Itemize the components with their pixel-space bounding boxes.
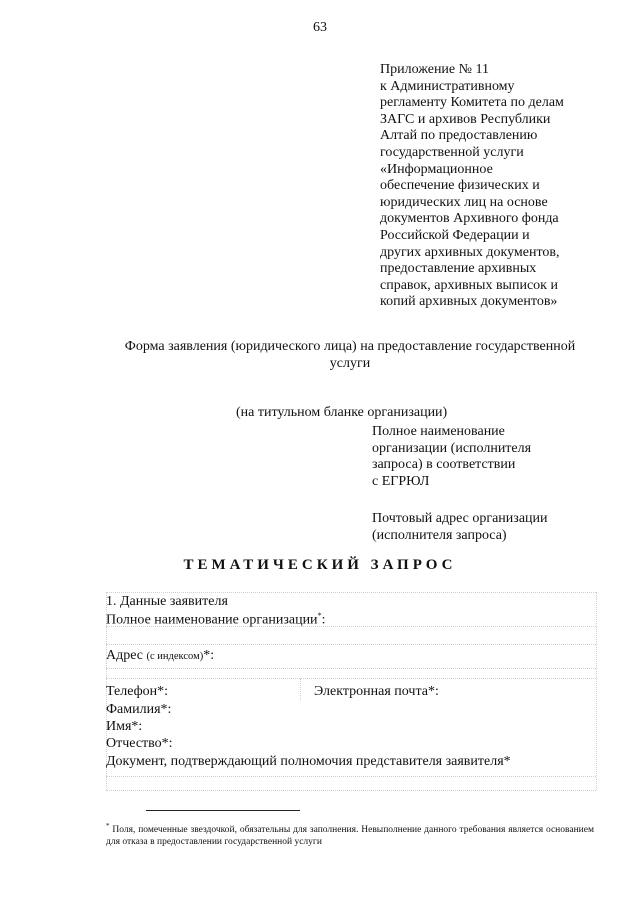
appendix-block [380, 62, 610, 311]
org-name-line: запроса) в соответствии [372, 457, 516, 473]
appendix-line: Приложение № 11 [380, 62, 489, 77]
address-required: *: [203, 648, 215, 663]
colon: : [321, 612, 326, 628]
org-name-line: с ЕГРЮЛ [372, 473, 430, 489]
appendix-line: Алтай по предоставлению [380, 128, 538, 144]
footnote-divider [146, 810, 300, 811]
org-name-label: Полное наименование организации [106, 612, 318, 628]
letterhead-note: (на титульном бланке организации) [236, 405, 448, 420]
form-title-line: услуги [329, 356, 371, 371]
org-name-field[interactable] [106, 611, 325, 629]
address-field[interactable] [106, 648, 214, 664]
grid-line [300, 678, 301, 700]
postal-address-block [372, 511, 548, 544]
grid-line [106, 678, 596, 680]
main-heading: ТЕМАТИЧЕСКИЙ ЗАПРОС [183, 557, 457, 573]
address-label: Адрес [106, 648, 144, 663]
section-applicant-data: 1. Данные заявителя [106, 594, 228, 609]
postal-line: Почтовый адрес организации [372, 511, 548, 526]
postal-line: (исполнителя запроса) [372, 527, 507, 543]
grid-line [106, 790, 596, 792]
appendix-line: регламенту Комитета по делам [380, 95, 564, 111]
required-mark: * [317, 611, 322, 620]
appendix-line: Российской Федерации и [380, 227, 530, 243]
form-title [100, 338, 600, 372]
name-field[interactable]: Имя*: [106, 719, 143, 734]
org-name-line: организации (исполнителя [372, 440, 532, 456]
phone-field[interactable]: Телефон*: [106, 684, 169, 699]
footnote [106, 820, 594, 848]
appendix-line: государственной услуги [380, 144, 524, 160]
appendix-line: документов Архивного фонда [380, 211, 559, 227]
appendix-line: «Информационное [380, 161, 493, 177]
authority-document-field[interactable]: Документ, подтверждающий полномочия представителя заявителя* [106, 754, 511, 769]
appendix-line: юридических лиц на основе [380, 194, 548, 210]
grid-line [596, 592, 597, 790]
appendix-line: к Административному [380, 78, 515, 94]
appendix-line: предоставление архивных [380, 261, 537, 277]
grid-line [106, 668, 596, 670]
appendix-line: справок, архивных выписок и [380, 277, 558, 293]
appendix-line: обеспечение физических и [380, 178, 540, 194]
appendix-line: ЗАГС и архивов Республики [380, 111, 551, 127]
grid-line [106, 776, 596, 778]
grid-line [106, 644, 596, 646]
form-title-line: Форма заявления (юридического лица) на предоставление государственной [124, 339, 576, 354]
page-number: 63 [313, 20, 327, 35]
appendix-line: других архивных документов, [380, 244, 560, 260]
patronymic-field[interactable]: Отчество*: [106, 736, 173, 751]
org-name-block [372, 424, 531, 490]
email-field[interactable]: Электронная почта*: [314, 684, 439, 699]
address-hint: (с индексом) [146, 651, 204, 662]
footnote-mark: * [106, 822, 110, 830]
footnote-text: Поля, помеченные звездочкой, обязательны для заполнения. Невыполнение данного требования является основанием для отказа в предоставлении государственной услуги [106, 825, 594, 848]
org-name-line: Полное наименование [372, 424, 505, 439]
surname-field[interactable]: Фамилия*: [106, 702, 172, 717]
appendix-line: копий архивных документов» [380, 294, 558, 310]
